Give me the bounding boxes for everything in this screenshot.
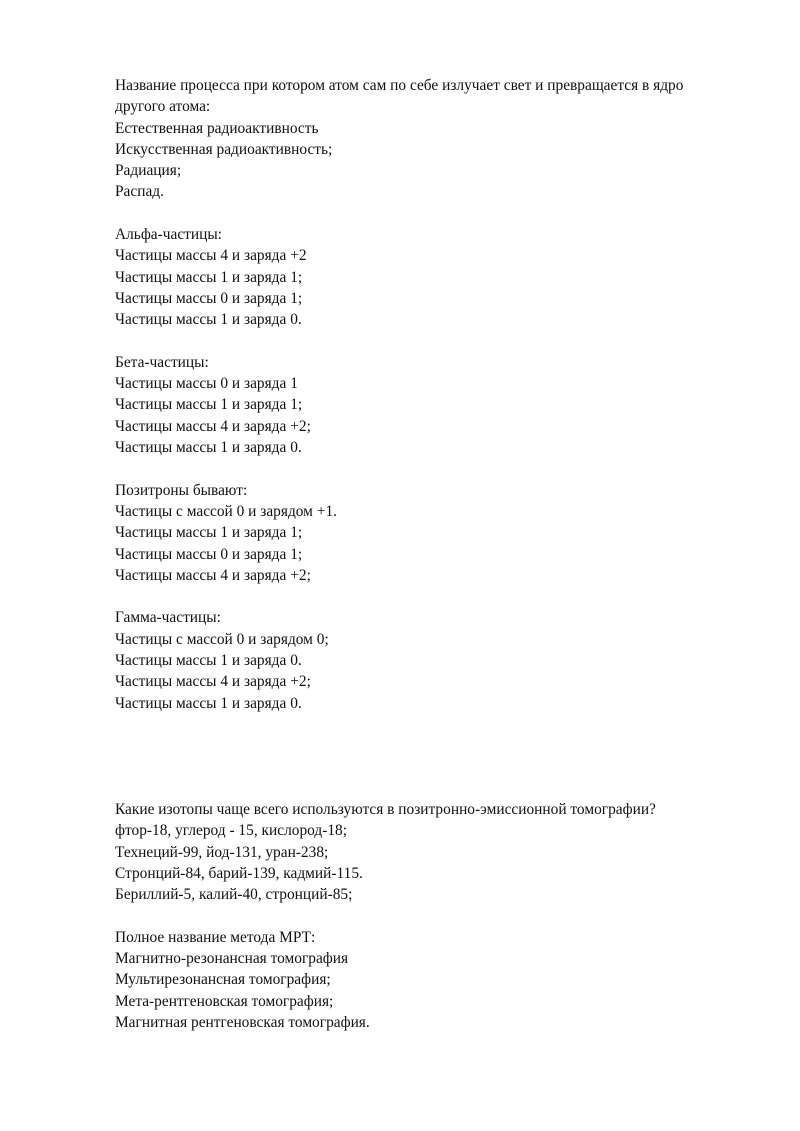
answer-option: Частицы массы 0 и заряда 1; <box>115 545 303 563</box>
answer-option: Стронций-84, барий-139, кадмий-115. <box>115 864 363 882</box>
answer-option: Частицы массы 1 и заряда 0. <box>115 694 302 712</box>
answer-option: Частицы с массой 0 и зарядом 0; <box>115 630 329 648</box>
answer-option: Мультирезонансная томография; <box>115 971 331 989</box>
question-block-7 <box>115 927 735 1033</box>
answer-option: Технеций-99, йод-131, уран-238; <box>115 843 329 861</box>
answer-option: Частицы массы 1 и заряда 1; <box>115 396 303 414</box>
answer-option: Частицы массы 1 и заряда 0. <box>115 652 302 670</box>
question-block-2 <box>115 224 735 330</box>
question-text: Какие изотопы чаще всего используются в позитронно-эмиссионной томографии? <box>115 800 656 818</box>
answer-option: Магнитная рентгеновская томография. <box>115 1013 370 1031</box>
answer-option: Искусственная радиоактивность; <box>115 140 333 158</box>
answer-option: Магнитно-резонансная томография <box>115 949 349 967</box>
paragraph-spacer <box>115 586 735 607</box>
answer-option: Частицы массы 1 и заряда 1; <box>115 268 303 286</box>
question-text: Альфа-частицы: <box>115 226 222 244</box>
answer-option: Частицы с массой 0 и зарядом +1. <box>115 502 337 520</box>
answer-option: Частицы массы 4 и заряда +2 <box>115 247 307 265</box>
document-body <box>115 75 735 1033</box>
answer-option: Естественная радиоактивность <box>115 119 319 137</box>
section-spacer <box>115 714 735 799</box>
question-text: Позитроны бывают: <box>115 481 248 499</box>
answer-option: Частицы массы 4 и заряда +2; <box>115 673 311 691</box>
answer-option: Частицы массы 4 и заряда +2; <box>115 566 311 584</box>
answer-option: Частицы массы 4 и заряда +2; <box>115 417 311 435</box>
paragraph-spacer <box>115 905 735 926</box>
answer-option: Распад. <box>115 183 164 201</box>
paragraph-spacer <box>115 331 735 352</box>
answer-option: Частицы массы 0 и заряда 1 <box>115 375 298 393</box>
question-text: Полное название метода МРТ: <box>115 928 316 946</box>
answer-option: Радиация; <box>115 162 182 180</box>
answer-option: Частицы массы 1 и заряда 1; <box>115 524 303 542</box>
question-text: Бета-частицы: <box>115 353 209 371</box>
answer-option: Мета-рентгеновская томография; <box>115 992 334 1010</box>
answer-option: Частицы массы 0 и заряда 1; <box>115 289 303 307</box>
paragraph-spacer <box>115 203 735 224</box>
question-block-3 <box>115 352 735 458</box>
question-text: Название процесса при котором атом сам по себе излучает свет и превращается в ядро другого атома: <box>115 77 684 116</box>
answer-option: Частицы массы 1 и заряда 0. <box>115 439 302 457</box>
answer-option: фтор-18, углерод - 15, кислород-18; <box>115 822 348 840</box>
question-block-6 <box>115 799 735 905</box>
question-block-1 <box>115 75 735 203</box>
question-block-4 <box>115 480 735 586</box>
paragraph-spacer <box>115 458 735 479</box>
answer-option: Частицы массы 1 и заряда 0. <box>115 311 302 329</box>
question-text: Гамма-частицы: <box>115 609 221 627</box>
answer-option: Бериллий-5, калий-40, стронций-85; <box>115 886 353 904</box>
question-block-5 <box>115 607 735 713</box>
